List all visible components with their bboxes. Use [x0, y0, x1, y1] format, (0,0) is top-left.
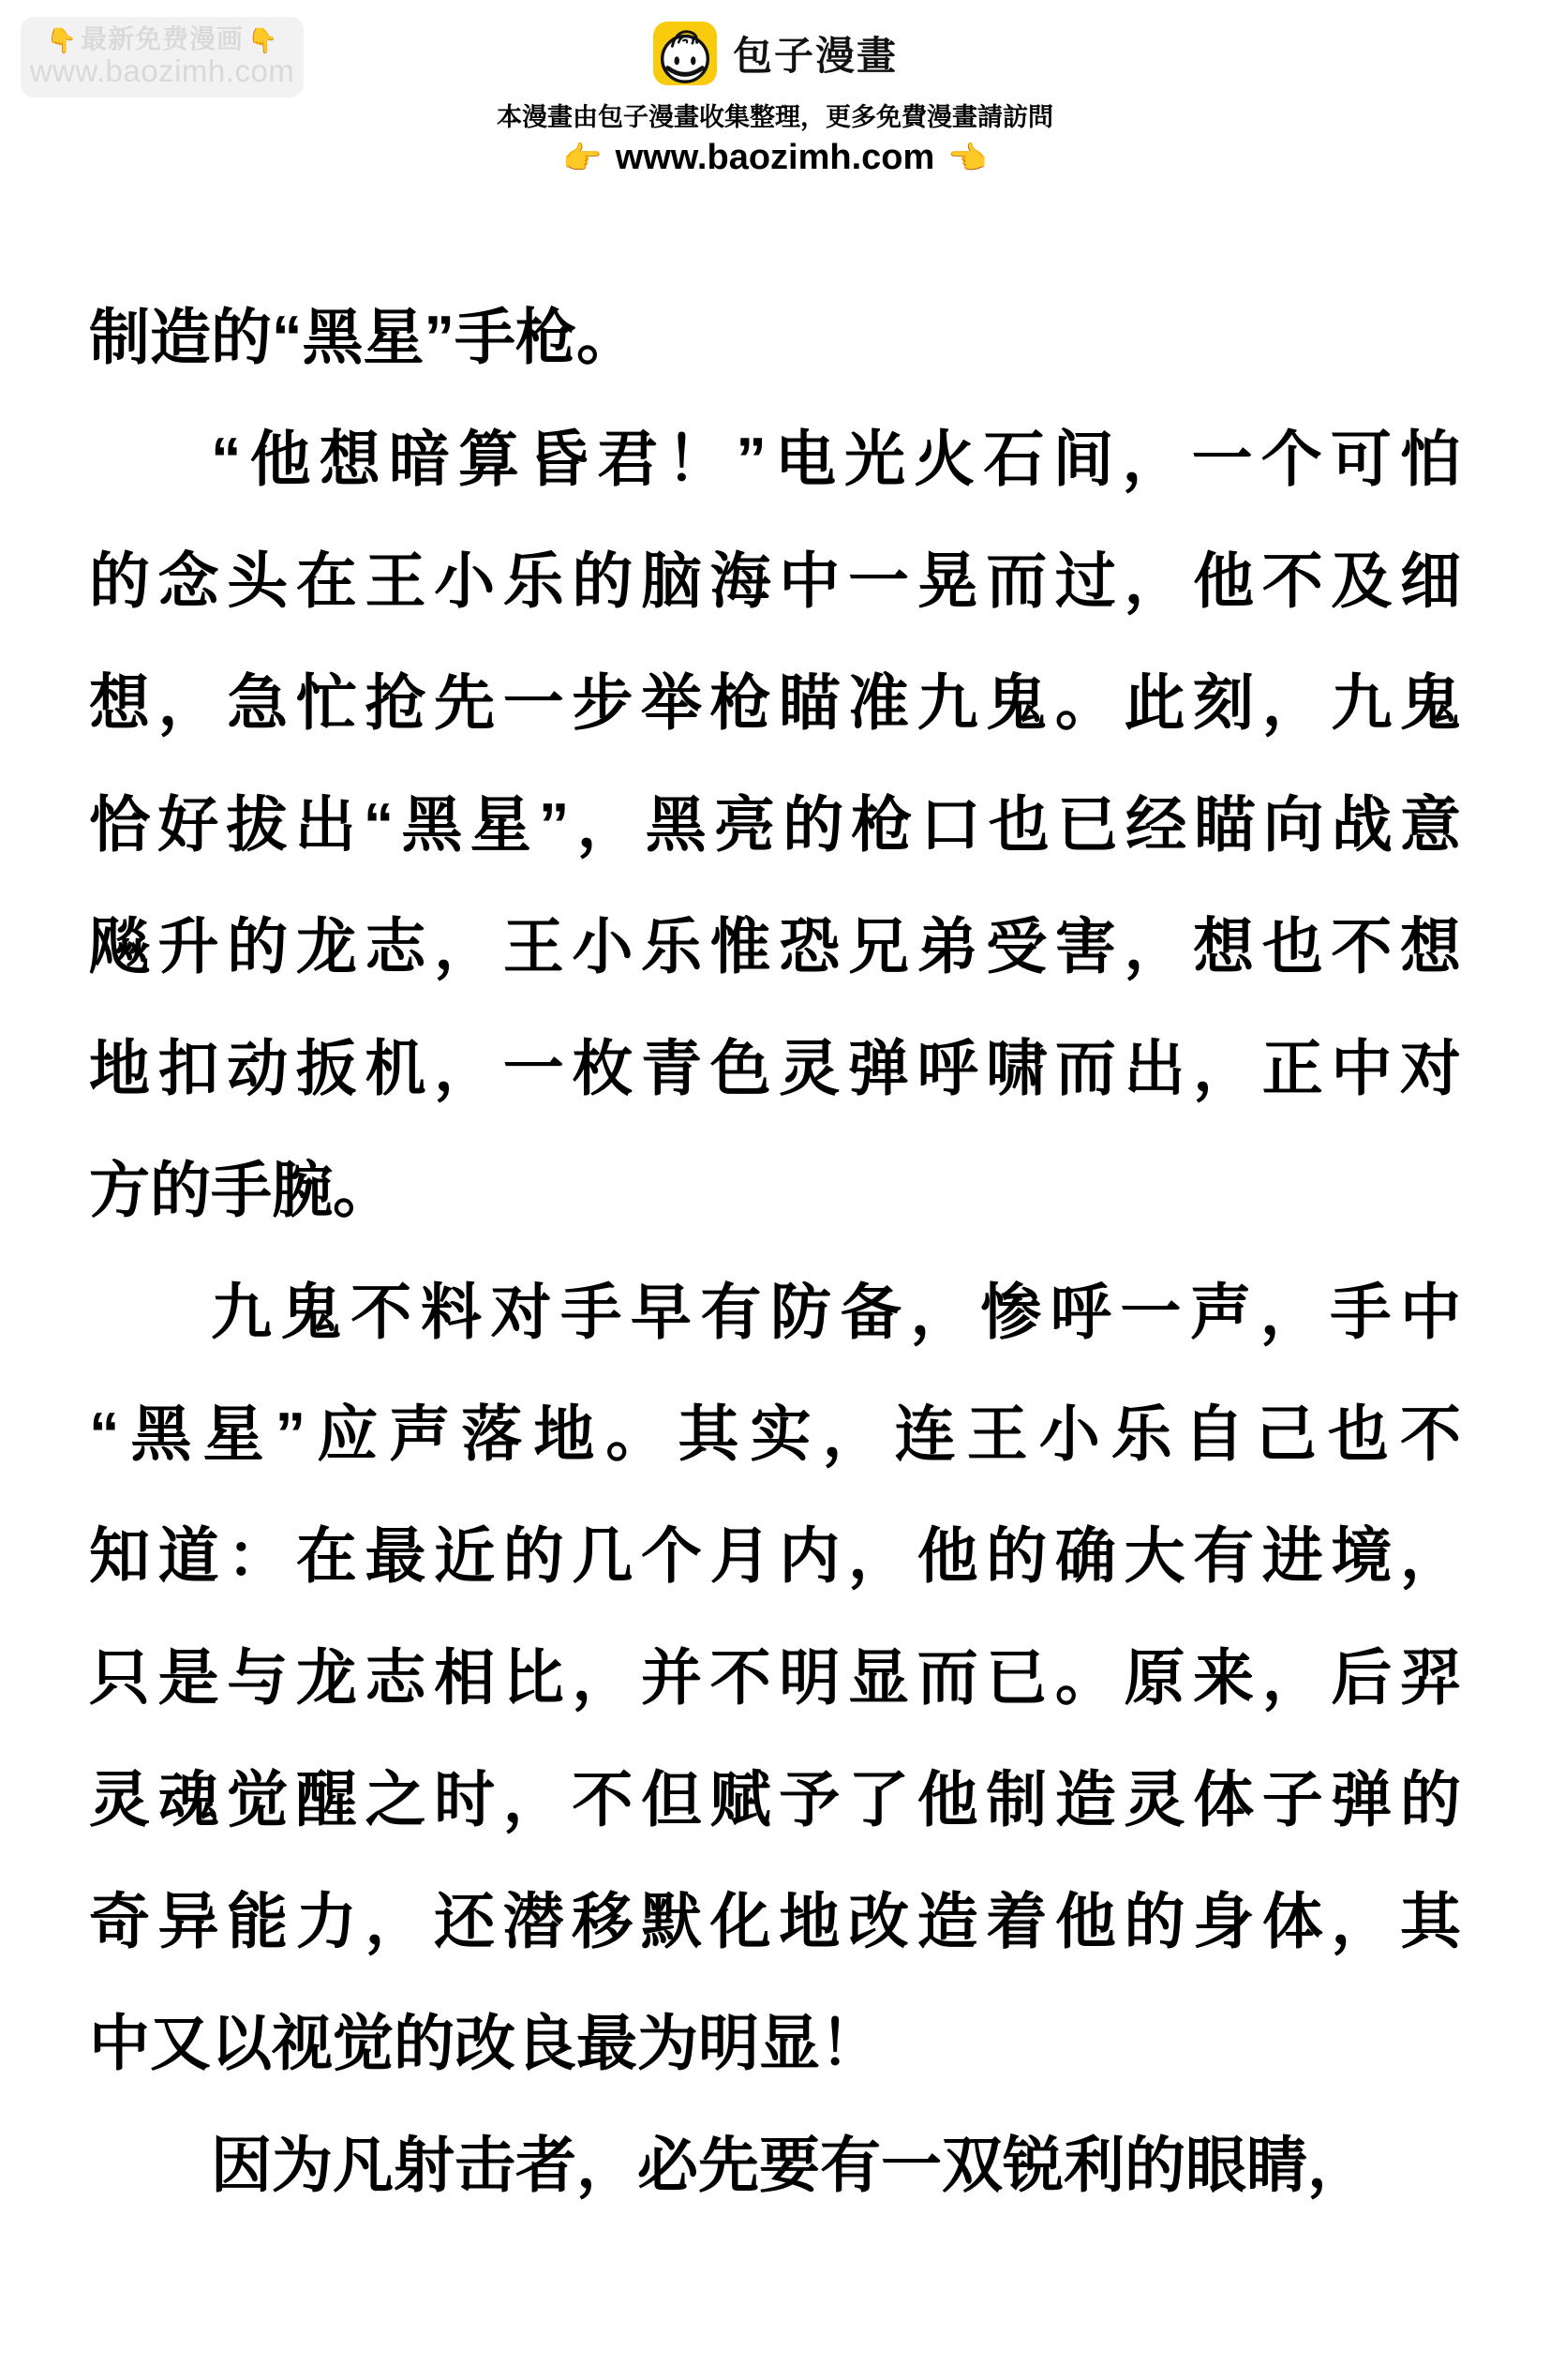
text-line: 恰好拔出“黑星”，黑亮的枪口也已经瞄向战意	[89, 790, 1461, 859]
point-right-icon: 👉	[562, 140, 603, 176]
text-line: 灵魂觉醒之时，不但赋予了他制造灵体子弹的	[89, 1765, 1461, 1834]
point-down-icon: 👇	[247, 25, 278, 54]
watermark-title: 最新免费漫画	[80, 24, 244, 54]
site-header	[0, 21, 1550, 178]
site-url-row	[562, 138, 987, 178]
text-line: 想，急忙抢先一步举枪瞄准九鬼。此刻，九鬼	[89, 668, 1461, 737]
text-line: 飚升的龙志，王小乐惟恐兄弟受害，想也不想	[89, 912, 1461, 980]
logo-row	[652, 21, 898, 86]
text-line: 方的手腕。	[89, 1156, 395, 1224]
text-line: 知道：在最近的几个月内，他的确大有进境，	[89, 1521, 1461, 1590]
text-line: 的念头在王小乐的脑海中一晃而过，他不及细	[89, 546, 1461, 615]
novel-text	[89, 277, 1461, 2226]
text-line: 地扣动扳机，一枚青色灵弹呼啸而出，正中对	[89, 1034, 1461, 1102]
text-line: 制造的“黑星”手枪。	[89, 303, 638, 371]
text-line: 只是与龙志相比，并不明显而已。原来，后羿	[89, 1643, 1461, 1712]
text-line: 九鬼不料对手早有防备，惨呼一声，手中	[211, 1278, 1461, 1346]
site-url-link[interactable]: www.baozimh.com	[615, 138, 935, 177]
text-line: “他想暗算昏君！”电光火石间，一个可怕	[211, 425, 1461, 493]
text-line: “黑星”应声落地。其实，连王小乐自己也不	[89, 1400, 1461, 1468]
header-subtitle: 本漫畫由包子漫畫收集整理，更多免費漫畫請訪問	[497, 103, 1053, 131]
watermark-url: www.baozimh.com	[29, 53, 295, 89]
text-line: 中又以视觉的改良最为明显！	[89, 2009, 882, 2077]
point-left-icon: 👈	[947, 140, 988, 176]
site-title: 包子漫畫	[732, 34, 898, 78]
baozi-bun-logo-icon	[652, 21, 718, 86]
point-down-icon: 👇	[46, 25, 77, 54]
text-line: 奇异能力，还潜移默化地改造着他的身体，其	[89, 1887, 1461, 1955]
text-line: 因为凡射击者，必先要有一双锐利的眼睛，	[211, 2131, 1369, 2199]
